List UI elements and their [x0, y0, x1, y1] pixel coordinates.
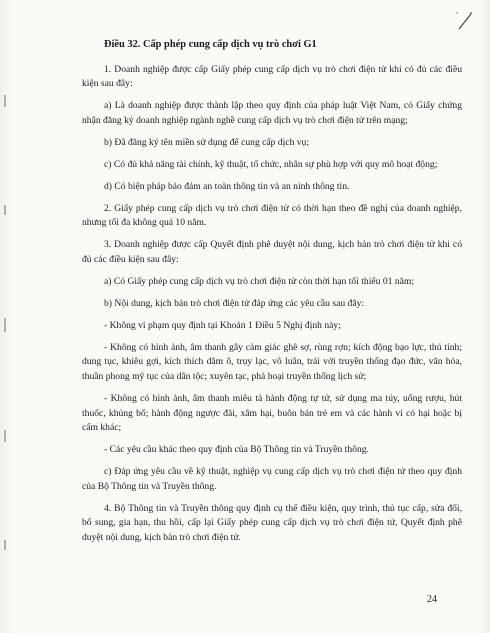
- paragraph: 1. Doanh nghiệp được cấp Giấy phép cung cấp dịch vụ trò chơi điện tử khi có đủ các điều kiện sau đây:: [82, 63, 462, 90]
- paragraph: - Các yêu cầu khác theo quy định của Bộ Thông tin và Truyền thông.: [104, 444, 369, 456]
- document-body: [82, 38, 462, 553]
- paragraph: 3. Doanh nghiệp được cấp Quyết định phê duyệt nội dung, kịch bản trò chơi điện tử khi có đủ các điều kiện sau đây:: [82, 239, 462, 265]
- paragraph: b) Nội dung, kịch bản trò chơi điện tử đáp ứng các yêu cầu sau đây:: [104, 297, 365, 309]
- paragraph: 2. Giấy phép cung cấp dịch vụ trò chơi điện tử có thời hạn theo đề nghị của doanh nghiệp, nhưng tối đa không quá 10 năm.: [82, 202, 462, 229]
- paragraph: - Không có hình ảnh, âm thanh miêu tả hành động tự tử, sử dụng ma túy, uống rượu, hút thuốc, khủng bố; hành động ngược đãi, xâm hại, buôn bán trẻ em và các hành vi có hại hoặc bị cấm khác;: [82, 392, 462, 434]
- page-number: 24: [427, 594, 437, 605]
- paragraph: a) Là doanh nghiệp được thành lập theo quy định của pháp luật Việt Nam, có Giấy chứng nhận đăng ký doanh nghiệp ngành nghề cung cấp dịch vụ trò chơi điện tử trên mạng;: [82, 100, 462, 126]
- margin-mark: [4, 540, 6, 550]
- paragraph: 4. Bộ Thông tin và Truyền thông quy định cụ thể điều kiện, quy trình, thủ tục cấp, sửa đổi, bổ sung, gia hạn, thu hồi, cấp lại Giấy phép cung cấp dịch vụ trò chơi điện tử, Quyết định phê duyệt nội dung, kịch bản trò chơi điện tử.: [82, 502, 462, 543]
- margin-mark: [4, 430, 6, 442]
- pen-mark-icon: [456, 10, 474, 32]
- margin-mark: [4, 205, 6, 215]
- paragraph: b) Đã đăng ký tên miền sử dụng để cung cấp dịch vụ;: [104, 136, 310, 148]
- paragraph: - Không có hình ảnh, âm thanh gây cảm giác ghê sợ, rùng rợn; kích động bạo lực, thú tính; dung tục, khiêu gợi, kích thích dâm ô, trụy lạc, vô luân, trái với truyền thống đạo đức, văn hóa, thuần phong mỹ tục của dân tộc; xuyên tạc, phá hoại truyền thống lịch sử;: [82, 341, 462, 382]
- paragraph: a) Có Giấy phép cung cấp dịch vụ trò chơi điện tử còn thời hạn tối thiểu 01 năm;: [104, 275, 415, 287]
- margin-mark: [4, 95, 6, 107]
- paragraph: - Không vi phạm quy định tại Khoản 1 Điều 5 Nghị định này;: [104, 319, 341, 331]
- paragraph: c) Có đủ khả năng tài chính, kỹ thuật, tổ chức, nhân sự phù hợp với quy mô hoạt động;: [104, 158, 438, 170]
- paragraph: c) Đáp ứng yêu cầu về kỹ thuật, nghiệp vụ cung cấp dịch vụ trò chơi điện tử theo quy định của Bộ Thông tin và Truyền thông.: [82, 466, 462, 492]
- article-heading: Điều 32. Cấp phép cung cấp dịch vụ trò chơi G1: [104, 39, 317, 50]
- margin-mark: [4, 318, 6, 332]
- paragraph: d) Có biện pháp bảo đảm an toàn thông tin và an ninh thông tin.: [104, 180, 350, 192]
